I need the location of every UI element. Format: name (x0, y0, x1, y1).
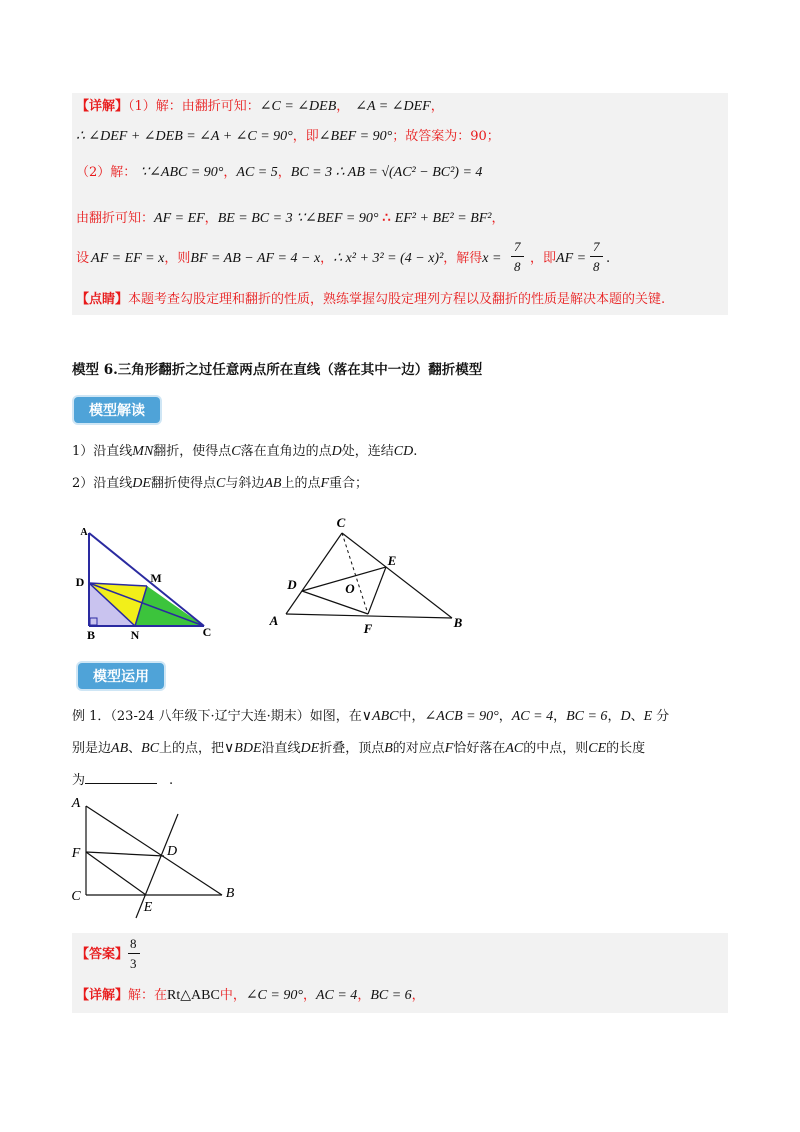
math: ∠C = ∠DEB (259, 99, 337, 114)
math: AC = 4 (511, 709, 554, 724)
text: ， (491, 211, 505, 226)
text: 的对应点 (392, 741, 445, 756)
math: ∨BDE (224, 741, 262, 756)
solution-panel (72, 93, 728, 315)
math: EF² + BE² = BF² (394, 211, 492, 226)
text: ， (336, 99, 350, 114)
text: 中， (219, 988, 246, 1003)
text: 折叠，顶点 (319, 741, 385, 756)
math: BC (141, 741, 160, 756)
answer-tag: 【答案】 (76, 947, 129, 962)
label-A: A (269, 613, 279, 628)
answer-den: 3 (130, 956, 137, 971)
math: D (620, 709, 631, 724)
therefore-symbol: ∴ (382, 211, 391, 226)
text: 解：在 (128, 988, 168, 1003)
math: ∠ACB = 90° (424, 709, 499, 724)
text: 沿直线 (261, 741, 301, 756)
badge-model-application: 模型运用 (78, 663, 164, 689)
label-B: B (225, 886, 235, 901)
note-tag: 【点睛】 (76, 292, 129, 307)
math: ∵∠ABC = 90° (140, 165, 224, 180)
badge-model-reading: 模型解读 (74, 397, 160, 423)
math: BC = 6 (566, 709, 608, 724)
math: ∴ ∠DEF + ∠DEB = ∠A + ∠C = 90° (76, 129, 293, 144)
detail-tag: 【详解】 (76, 99, 129, 114)
math: ∠A = ∠DEF (355, 99, 431, 114)
item-2 (72, 477, 368, 491)
text: 设 (76, 251, 90, 266)
math: F (444, 741, 454, 756)
answer-bar (128, 953, 140, 954)
math: E (643, 709, 653, 724)
label-B: B (453, 615, 463, 630)
text: 处，连结 (341, 444, 394, 459)
math: AF = (556, 251, 587, 266)
text: ，则 (164, 251, 191, 266)
label-O: O (345, 581, 355, 596)
text: 与斜边 (225, 476, 265, 491)
text: （1）解：由翻折可知： (128, 99, 260, 114)
solution-line-5: 设 AF = EF = x，则BF = AB − AF = 4 − x，∴ x² + 3² = (4 − x)²，解得x = (76, 251, 502, 266)
text: ，即 (292, 129, 319, 144)
math: BE = BC = 3 ∵∠BEF = 90° (217, 211, 379, 226)
math: AC = 5 (236, 165, 278, 180)
fraction-1-num: 7 (514, 239, 521, 254)
math: C (231, 444, 241, 459)
text: ，解得 (443, 251, 483, 266)
text: 翻折，使得点 (153, 444, 232, 459)
solution-line-2 (76, 130, 500, 144)
item-1 (72, 445, 417, 459)
answer-num: 8 (130, 936, 137, 951)
detail-tag: 【详解】 (76, 988, 129, 1003)
label-F: F (363, 621, 373, 633)
text: 上的点 (281, 476, 321, 491)
fraction-2-bar (590, 256, 603, 257)
math: AC (505, 741, 524, 756)
solution-line-5b (530, 252, 586, 266)
math: AF = EF (154, 211, 205, 226)
math: AC = 4 (315, 988, 358, 1003)
label-D: D (75, 575, 85, 589)
math: BF = AB − AF = 4 − x (190, 251, 321, 266)
text: 、 (128, 741, 142, 756)
solution-line-6 (76, 293, 665, 306)
label-E: E (143, 900, 153, 915)
model-title: 模型 6.三角形翻折之过任意两点所在直线（落在其中一边）翻折模型 (72, 362, 483, 378)
math: ∨ABC (361, 709, 399, 724)
math: ∠C = 90° (245, 988, 303, 1003)
figure-fold-mn (74, 522, 224, 644)
fraction-1-den: 8 (514, 259, 521, 274)
line5-end: . (606, 251, 611, 266)
example-line-3 (72, 774, 173, 787)
label-A: A (80, 527, 88, 538)
text: ， (430, 99, 444, 114)
text: 落在直角边的点 (240, 444, 332, 459)
text: 本题考查勾股定理和翻折的性质，熟练掌握勾股定理列方程以及翻折的性质是解决本题的关键. (128, 292, 666, 307)
text: （2）解： (76, 165, 137, 180)
example-line-2 (72, 742, 645, 756)
math: ∴ x² + 3² = (4 − x)² (333, 251, 444, 266)
fraction-2-den: 8 (593, 259, 600, 274)
solution-line-4: 由翻折可知：AF = EF，BE = BC = 3 ∵∠BEF = 90° ∴ EF² + BE² = BF²， (76, 211, 505, 226)
text: 的长度 (606, 741, 646, 756)
text: ， (411, 988, 425, 1003)
math: AF = EF = x (91, 251, 165, 266)
text: 为 (72, 773, 86, 788)
label-N: N (130, 628, 140, 642)
text: 别是边 (72, 741, 112, 756)
math: ∠BEF = 90° (318, 129, 393, 144)
label-D: D (166, 844, 178, 859)
text: 例 1．（23-24 八年级下·辽宁大连·期末）如图，在 (72, 709, 362, 724)
solution-line-3: （2）解： ∵∠ABC = 90°，AC = 5，BC = 3 ∴ AB = √(AC² − BC²) = 4 (76, 165, 483, 180)
figure-example (66, 794, 246, 924)
text: 2）沿直线 (72, 476, 133, 491)
text: 1）沿直线 (72, 444, 133, 459)
text: 翻折使得点 (150, 476, 216, 491)
fraction-2-num: 7 (593, 239, 600, 254)
math: B (384, 741, 393, 756)
math: x = (482, 251, 502, 266)
text: 恰好落在 (453, 741, 506, 756)
label-F: F (71, 846, 81, 861)
math: AB (264, 476, 282, 491)
math: D (331, 444, 342, 459)
text: 由翻折可知： (76, 211, 155, 226)
label-D: D (287, 577, 297, 592)
label-A: A (71, 796, 81, 811)
math: DE (300, 741, 320, 756)
math: BC = 3 ∴ AB = √(AC² − BC²) = 4 (290, 165, 483, 180)
math: DE (132, 476, 151, 491)
math: BC = 6 (370, 988, 412, 1003)
math: CD (393, 444, 414, 459)
text: ；故答案为：90； (392, 129, 500, 144)
label-C: C (202, 625, 212, 639)
math: AB (111, 741, 129, 756)
math: CE (588, 741, 607, 756)
text: 上的点，把 (159, 741, 225, 756)
text: 中， (398, 709, 425, 724)
text: . (413, 444, 418, 459)
math: F (320, 476, 330, 491)
math: C (215, 476, 226, 491)
label-B: B (86, 628, 96, 642)
math: MN (132, 444, 154, 459)
label-M: M (150, 571, 162, 585)
answer-blank (85, 782, 157, 784)
text: 、 (630, 709, 644, 724)
text: . (169, 773, 174, 788)
text: 分 (656, 709, 670, 724)
label-C: C (336, 515, 346, 530)
solution-line-1 (76, 100, 444, 114)
label-E: E (387, 553, 397, 568)
label-C: C (71, 889, 81, 904)
example-line-1: 例 1．（23-24 八年级下·辽宁大连·期末）如图，在∨ABC中，∠ACB = 90°，AC = 4，BC = 6，D、E 分 (72, 709, 670, 724)
text: 重合； (329, 476, 369, 491)
detail-line: 【详解】解：在Rt△ABC中，∠C = 90°，AC = 4，BC = 6， (76, 988, 425, 1003)
text: ，即 (530, 251, 557, 266)
math: Rt△ABC (167, 988, 220, 1003)
text: 的中点，则 (523, 741, 589, 756)
fraction-1-bar (511, 256, 524, 257)
figure-fold-de (262, 513, 472, 633)
